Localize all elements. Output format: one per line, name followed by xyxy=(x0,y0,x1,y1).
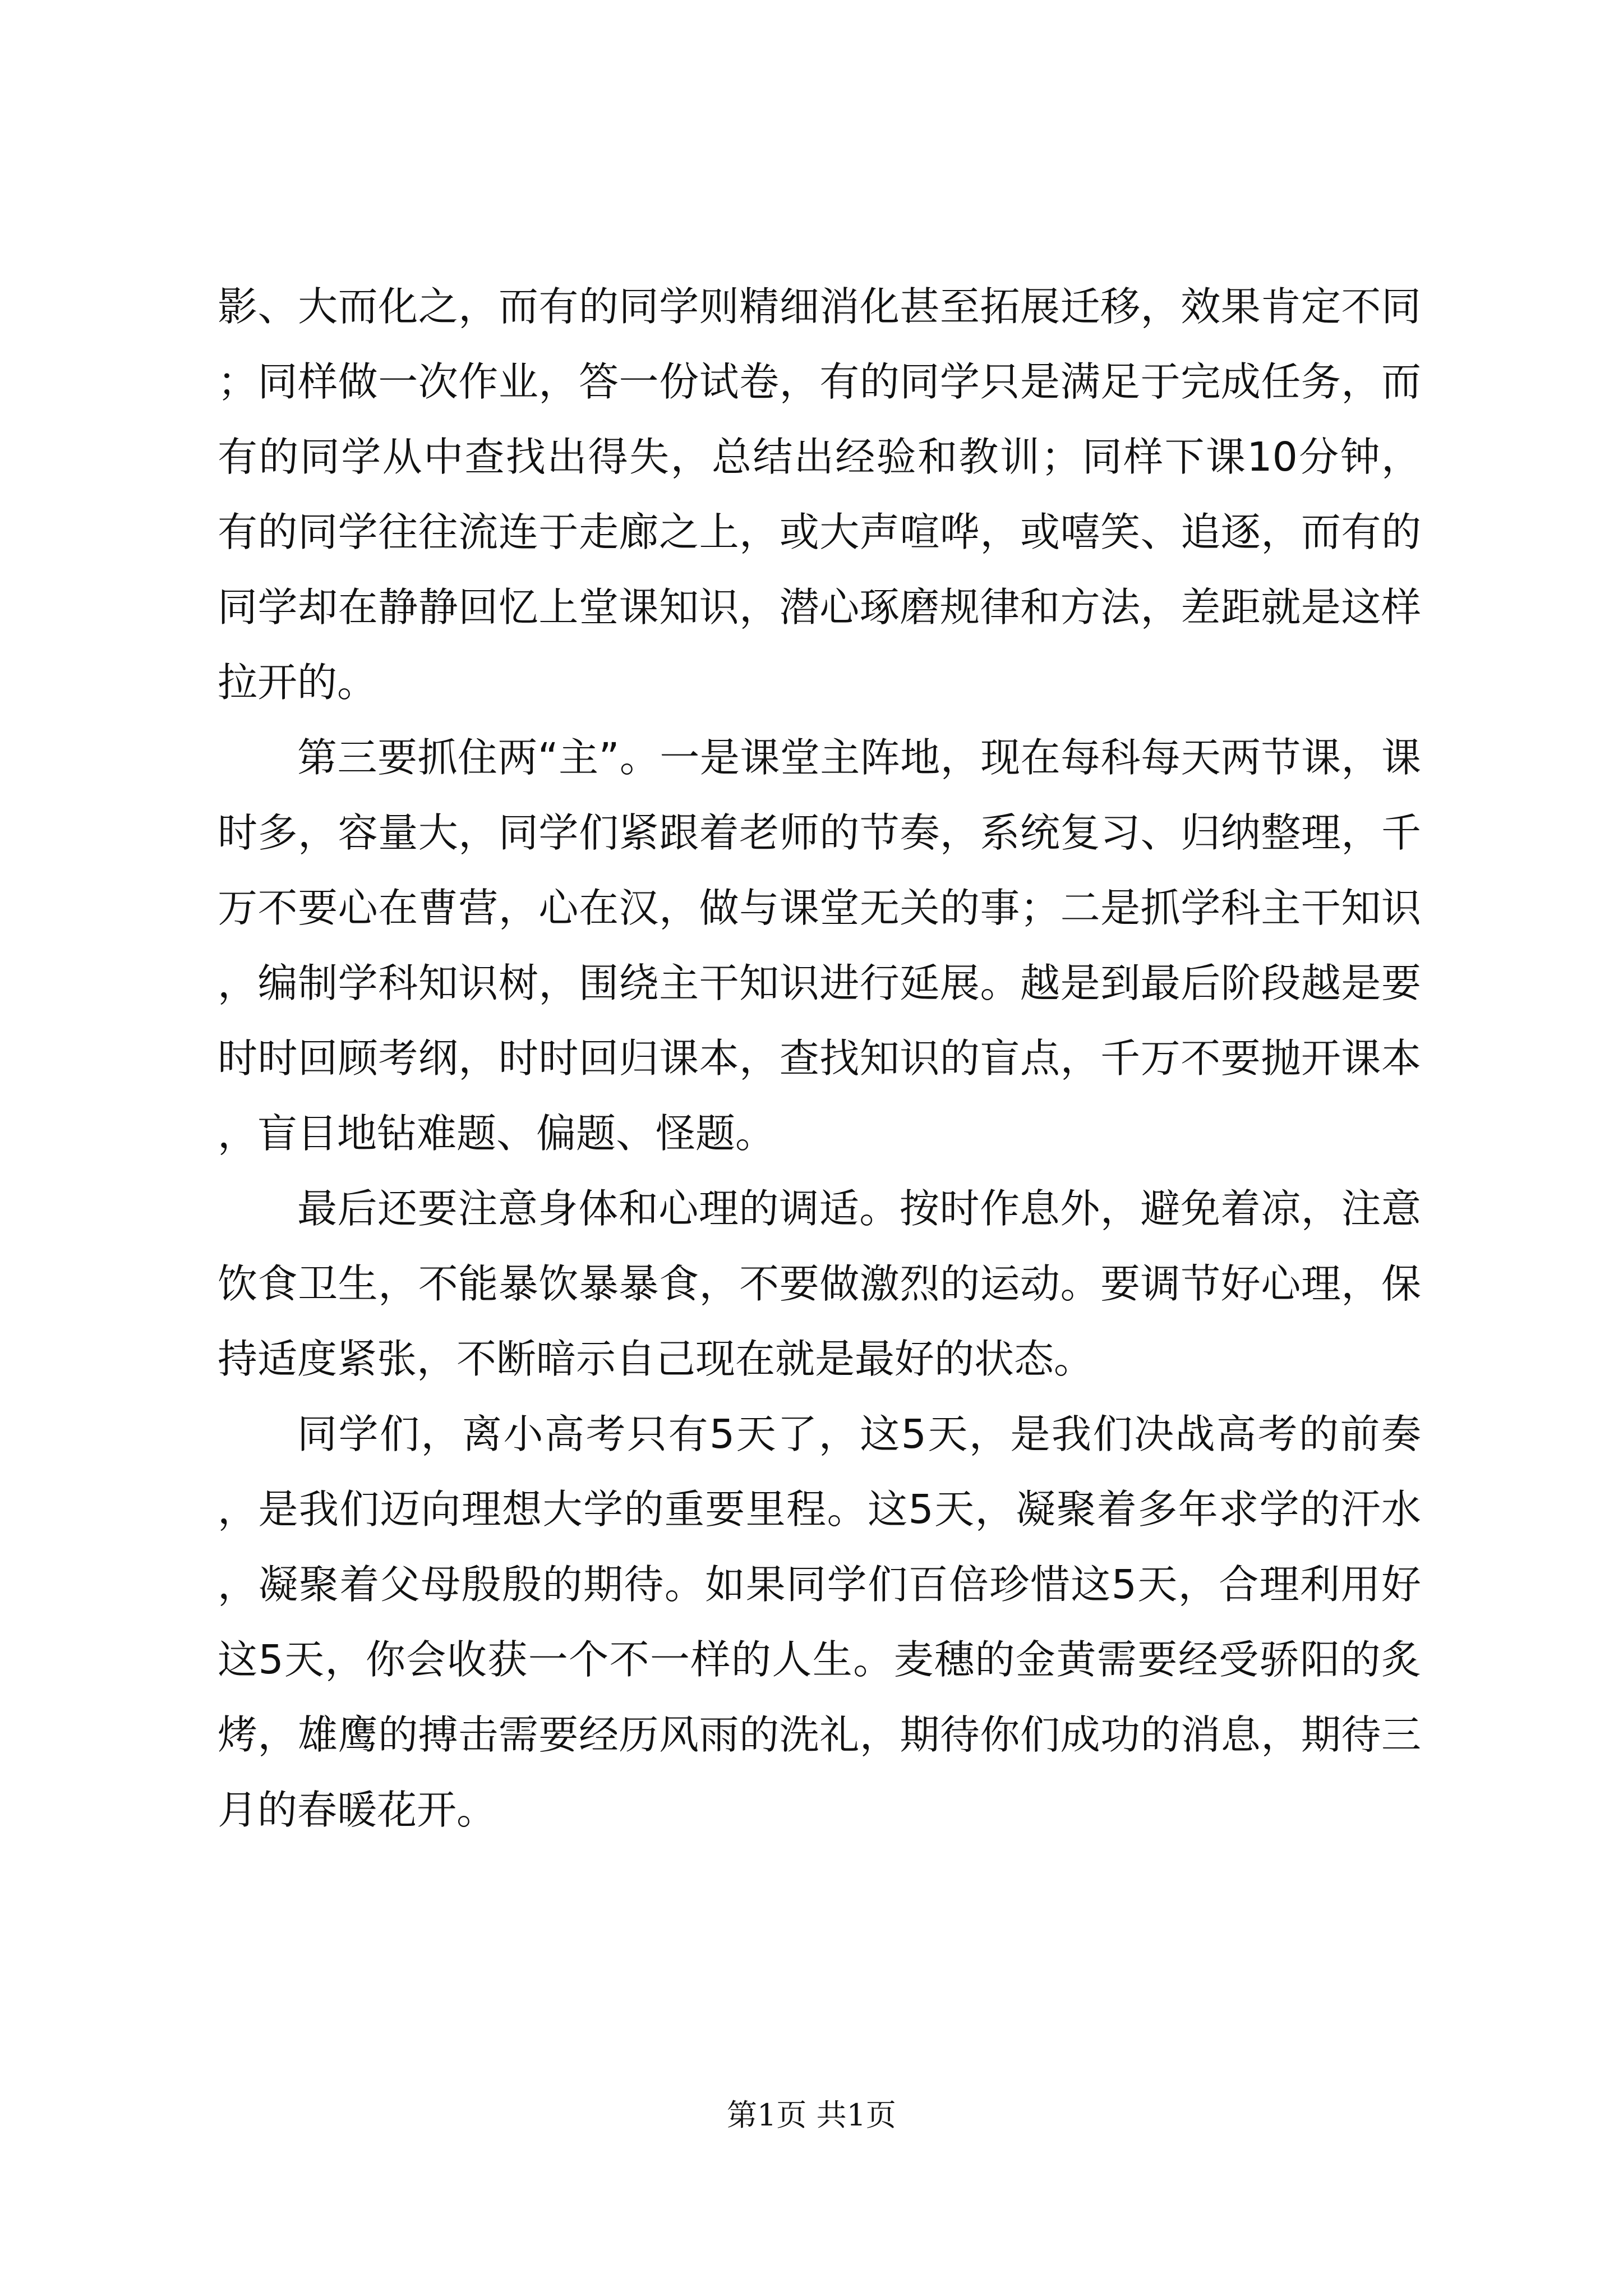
document-body xyxy=(218,269,1421,1848)
paragraph-2: 第三要抓住两“主”。一是课堂主阵地，现在每科每天两节课，课时多，容量大，同学们紧跟着老师的节奏，系统复习、归纳整理，千万不要心在曹营，心在汉，做与课堂无关的事；二是抓学科主干知识，编制学科知识树，围绕主干知识进行延展。越是到最后阶段越是要时时回顾考纲，时时回归课本，查找知识的盲点，千万不要抛开课本，盲目地钻难题、偏题、怪题。 xyxy=(218,734,1421,1157)
page-footer: 第1页 共1页 xyxy=(727,2097,896,2133)
paragraph-3: 最后还要注意身体和心理的调适。按时作息外，避免着凉，注意饮食卫生，不能暴饮暴暴食，不要做激烈的运动。要调节好心理，保持适度紧张，不断暗示自己现在就是最好的状态。 xyxy=(218,1185,1421,1382)
paragraph-4: 同学们，离小高考只有5天了，这5天，是我们决战高考的前奏，是我们迈向理想大学的重要里程。这5天，凝聚着多年求学的汗水，凝聚着父母殷殷的期待。如果同学们百倍珍惜这5天，合理利用好这5天，你会收获一个不一样的人生。麦穗的金黄需要经受骄阳的炙烤，雄鹰的搏击需要经历风雨的洗礼，期待你们成功的消息，期待三月的春暖花开。 xyxy=(218,1411,1421,1833)
paragraph-1: 影、大而化之，而有的同学则精细消化甚至拓展迁移，效果肯定不同；同样做一次作业，答一份试卷，有的同学只是满足于完成任务，而有的同学从中查找出得失，总结出经验和教训；同样下课10分钟，有的同学往往流连于走廊之上，或大声喧哗，或嘻笑、追逐，而有的同学却在静静回忆上堂课知识，潜心琢磨规律和方法，差距就是这样拉开的。 xyxy=(218,283,1421,706)
